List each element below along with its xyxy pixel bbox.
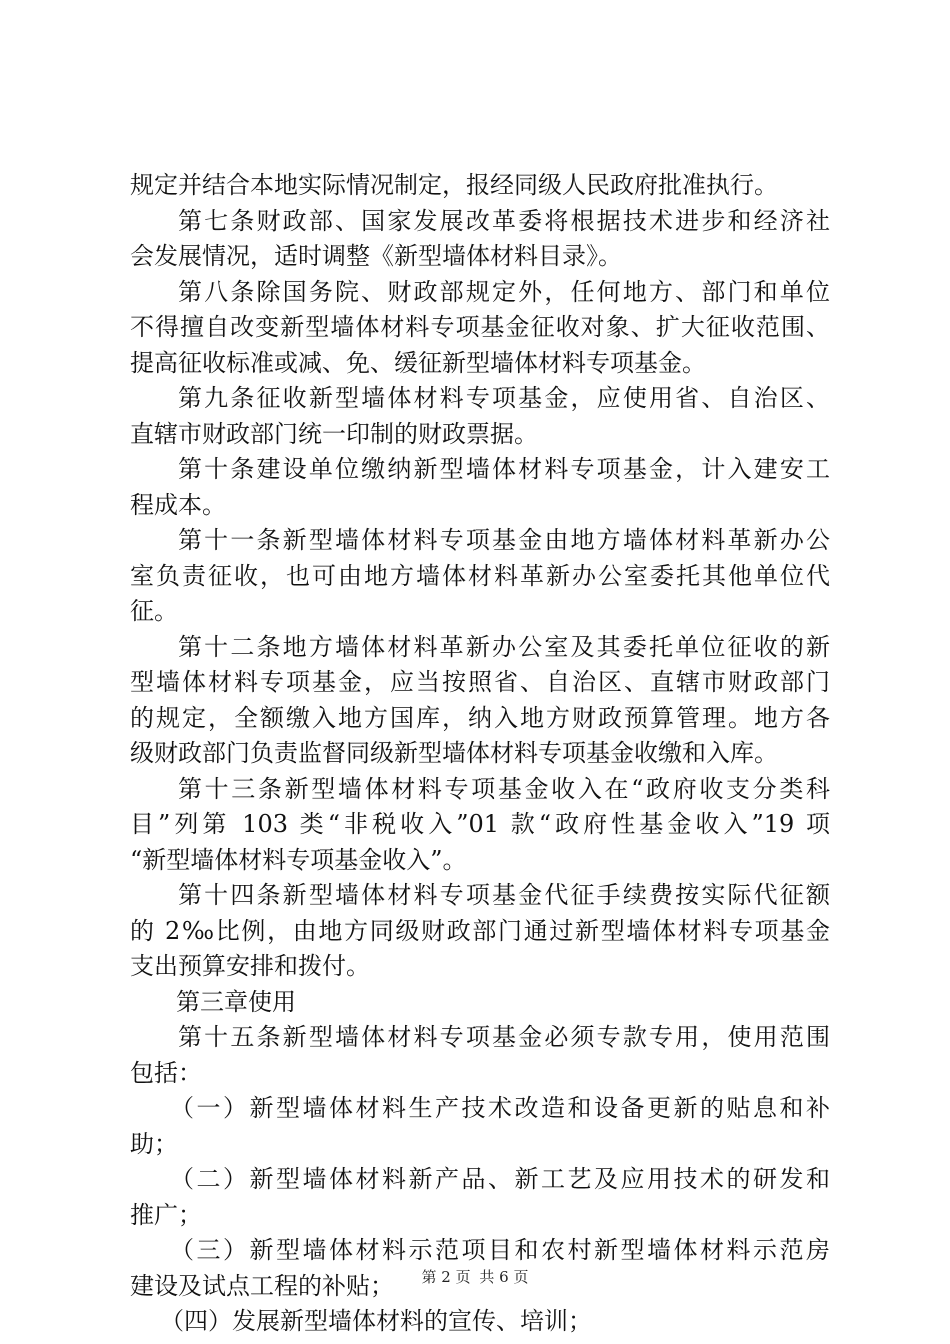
text-line: 直辖市财政部门统一印制的财政票据。 [130,419,538,448]
text-line: 助； [130,1129,178,1158]
text-line: 第十五条新型墙体材料专项基金必须专款专用，使用范围 [178,1023,830,1051]
text-line: 程成本。 [130,490,226,519]
text-line: 第十四条新型墙体材料专项基金代征手续费按实际代征额 [178,881,830,909]
text-line: 第八条除国务院、财政部规定外，任何地方、部门和单位 [178,277,830,306]
text-line: 级财政部门负责监督同级新型墙体材料专项基金收缴和入库。 [130,739,778,767]
text-line: 征。 [130,597,178,625]
document-body [130,168,830,1340]
text-line: 目”列第 103 类“非税收入”01 款“政府性基金收入”19 项 [130,810,830,838]
list-item: （四）发展新型墙体材料的宣传、培训； [160,1307,592,1335]
text-line: 不得擅自改变新型墙体材料专项基金征收对象、扩大征收范围、 [130,313,830,341]
text-line: 建设及试点工程的补贴； [130,1271,394,1300]
list-item: （二）新型墙体材料新产品、新工艺及应用技术的研发和 [170,1165,830,1193]
text-line: 第十二条地方墙体材料革新办公室及其委托单位征收的新 [178,632,830,661]
text-line: 支出预算安排和拨付。 [130,952,370,980]
text-line: 第九条征收新型墙体材料专项基金，应使用省、自治区、 [178,384,830,412]
text-line: 第七条财政部、国家发展改革委将根据技术进步和经济社 [178,206,830,235]
list-item: （三）新型墙体材料示范项目和农村新型墙体材料示范房 [170,1236,830,1264]
text-line: 第十条建设单位缴纳新型墙体材料专项基金，计入建安工 [178,455,830,483]
list-item: （一）新型墙体材料生产技术改造和设备更新的贴息和补 [170,1094,830,1122]
text-line: 提高征收标准或减、免、缓征新型墙体材料专项基金。 [130,348,706,377]
text-line: 会发展情况，适时调整《新型墙体材料目录》。 [130,242,622,270]
text-line: 推广； [130,1200,202,1229]
page-footer [0,1266,950,1287]
text-line: 规定并结合本地实际情况制定，报经同级人民政府批准执行。 [130,171,778,199]
text-line: 第十一条新型墙体材料专项基金由地方墙体材料革新办公 [178,526,830,554]
text-line: 型墙体材料专项基金，应当按照省、自治区、直辖市财政部门 [130,668,830,696]
chapter-heading: 第三章使用 [176,987,296,1016]
text-line: 的规定，全额缴入地方国库，纳入地方财政预算管理。地方各 [130,703,830,732]
text-line: “新型墙体材料专项基金收入”。 [130,845,467,874]
page-total: 共 6 页 [479,1268,529,1286]
page-number: 第 2 页 [421,1268,471,1286]
text-line: 第十三条新型墙体材料专项基金收入在“政府收支分类科 [178,774,830,803]
text-line: 室负责征收，也可由地方墙体材料革新办公室委托其他单位代 [130,561,830,590]
text-line: 包括： [130,1058,202,1087]
text-line: 的 2‰比例，由地方同级财政部门通过新型墙体材料专项基金 [130,916,830,945]
